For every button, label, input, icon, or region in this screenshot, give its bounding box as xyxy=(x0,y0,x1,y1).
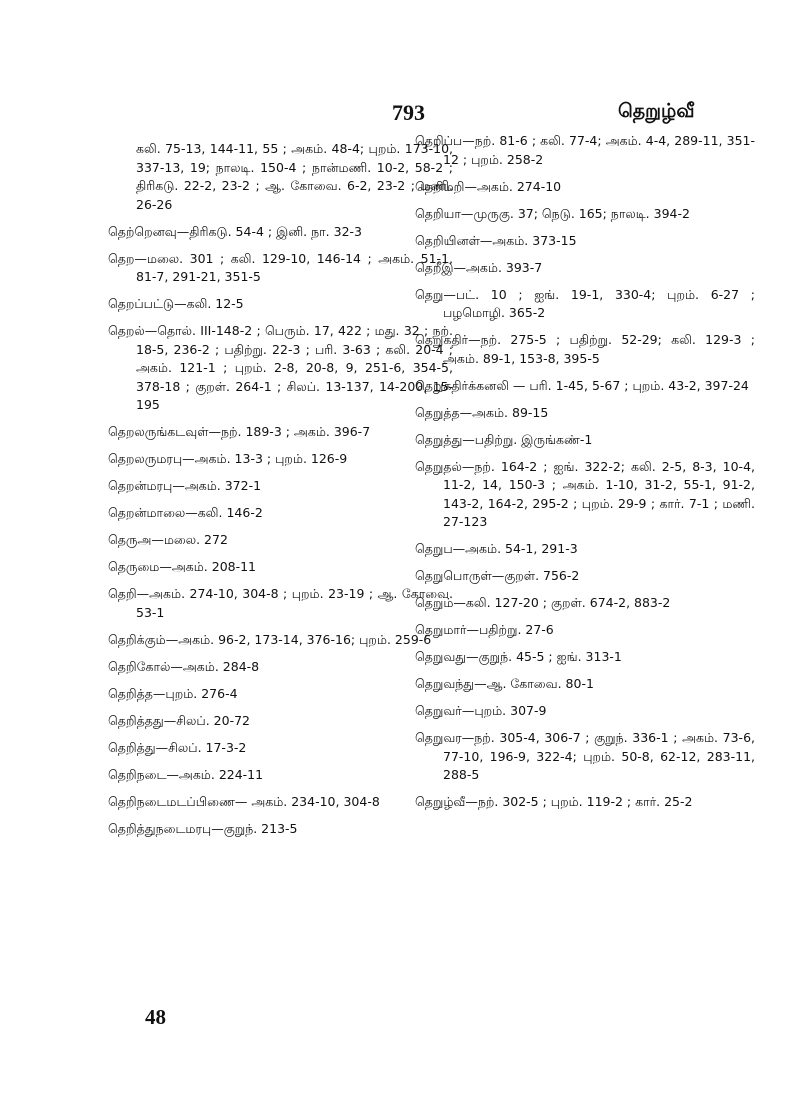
index-entry: தெறன்மாலை—கலி. 146-2 xyxy=(108,505,263,520)
index-entry: தெறலருமரபு—அகம். 13-3 ; புறம். 126-9 xyxy=(108,451,348,466)
index-entry: தெறித்துநடைமரபு—குறுந். 213-5 xyxy=(108,820,298,836)
index-entry: தெறியா—முருகு. 37; நெடு. 165; நாலடி. 394-2 xyxy=(415,205,690,221)
footer-page-number: 48 xyxy=(145,1005,166,1029)
index-entry: தெறித்தது—சிலப். 20-72 xyxy=(108,712,250,728)
index-entry: தெறும்—கலி. 127-20 ; குறள். 674-2, 883-2 xyxy=(415,595,671,610)
index-entry: தெறுவது—குறுந். 45-5 ; ஐங். 313-1 xyxy=(415,649,622,664)
index-entry: தெறன்மரபு—அகம். 372-1 xyxy=(108,478,262,493)
index-entry: தெறுத்த—அகம். 89-15 xyxy=(415,404,549,420)
index-entry: தெறுதல்—நற். 164-2 ; ஐங். 322-2; கலி. 2-5, 8-3, 10-4, 11-2, 14, 150-3 ; அகம். 1-10, 31-2, 55-1, 91-2, 143-2, 164-2, 295-2 ; புறம். 29-9 ; கார். 7-1 ; மணி. 27-123 xyxy=(415,458,755,529)
index-entry: தெறுழ்வீ—நற். 302-5 ; புறம். 119-2 ; கார். 25-2 xyxy=(415,794,693,809)
left-column xyxy=(108,140,453,847)
index-entry: தெறு—பட். 10 ; ஐங். 19-1, 330-4; புறம். 6-27 ; பழமொழி. 365-2 xyxy=(415,286,755,320)
index-entry: தெறியினள்—அகம். 373-15 xyxy=(415,232,577,248)
index-entry: தெறிப்ப—நற். 81-6 ; கலி. 77-4; அகம். 4-4, 289-11, 351-12 ; புறம். 258-2 xyxy=(415,133,755,167)
index-entry: தெறித்த—புறம். 276-4 xyxy=(108,685,238,701)
index-entry: தெறுப—அகம். 54-1, 291-3 xyxy=(415,541,578,556)
index-entry: தெறப்பட்டு—கலி. 12-5 xyxy=(108,296,244,311)
index-entry: தெறி—அகம். 274-10, 304-8 ; புறம். 23-19 ; ஆ. கோவை. 53-1 xyxy=(108,586,453,620)
index-entry: தெறுமார்—பதிற்று. 27-6 xyxy=(415,622,554,637)
index-entry: தெறுத்து—பதிற்று. இருங்கண்-1 xyxy=(415,431,593,447)
index-entry: தெறித்து—சிலப். 17-3-2 xyxy=(108,739,247,755)
index-entry: தெறல்—தொல். III-148-2 ; பெரும். 17, 422 ; மது. 32 ; நற். 18-5, 236-2 ; பதிற்று. 22-3 ; பரி. 3-63 ; கலி. 20-4 ; அகம். 121-1 ; புறம். 2-8, 20-8, 9, 251-6, 354-5, 378-18 ; குறள். 264-1 ; சிலப். 13-137, 14-200, 15-195 xyxy=(108,323,453,412)
index-entry: தெறலருங்கடவுள்—நற். 189-3 ; அகம். 396-7 xyxy=(108,424,371,439)
right-column xyxy=(415,132,755,820)
index-entry: தெற்றெனவு—திரிகடு. 54-4 ; இனி. நா. 32-3 xyxy=(108,223,362,239)
page-number: 793 xyxy=(392,100,425,125)
index-entry: தெறுகதிர்க்கனலி — பரி. 1-45, 5-67 ; புறம். 43-2, 397-24 xyxy=(415,377,749,393)
index-entry: தெறுவர்—புறம். 307-9 xyxy=(415,703,547,718)
index-entry: தெறிநடை—அகம். 224-11 xyxy=(108,766,264,782)
index-entry: தெறுகதிர்—நற். 275-5 ; பதிற்று. 52-29; கலி. 129-3 ; அகம். 89-1, 153-8, 395-5 xyxy=(415,332,755,366)
index-entry: தெற—மலை. 301 ; கலி. 129-10, 146-14 ; அகம். 51-1, 81-7, 291-21, 351-5 xyxy=(108,250,453,284)
index-entry: தெறுபொருள்—குறள். 756-2 xyxy=(415,568,580,583)
running-head: தெறுழ்வீ xyxy=(618,100,695,122)
index-entry: தெறுவந்து—ஆ. கோவை. 80-1 xyxy=(415,676,594,691)
index-entry: தெறிமறி—அகம். 274-10 xyxy=(415,178,562,194)
index-entry: தெருமை—அகம். 208-11 xyxy=(108,559,257,574)
index-entry: தெறீஇ—அகம். 393-7 xyxy=(415,259,543,275)
index-entry: கலி. 75-13, 144-11, 55 ; அகம். 48-4; புறம். 173-10, 337-13, 19; நாலடி. 150-4 ; நான்மணி. 10-2, 58-2 ; திரிகடு. 22-2, 23-2 ; ஆ. கோவை. 6-2, 23-2 ; மணி. 26-26 xyxy=(136,141,453,212)
index-entry: தெறிநடைமடப்பிணை— அகம். 234-10, 304-8 xyxy=(108,793,380,809)
index-entry: தெறிக்கும்—அகம். 96-2, 173-14, 376-16; புறம். 259-6 xyxy=(108,631,432,647)
index-entry: தெறுவர—நற். 305-4, 306-7 ; குறுந். 336-1 ; அகம். 73-6, 77-10, 196-9, 322-4; புறம். 50-8, 62-12, 283-11, 288-5 xyxy=(415,730,755,782)
index-entry: தெறிகோல்—அகம். 284-8 xyxy=(108,658,260,674)
index-entry: தெருஅ—மலை. 272 xyxy=(108,532,228,547)
